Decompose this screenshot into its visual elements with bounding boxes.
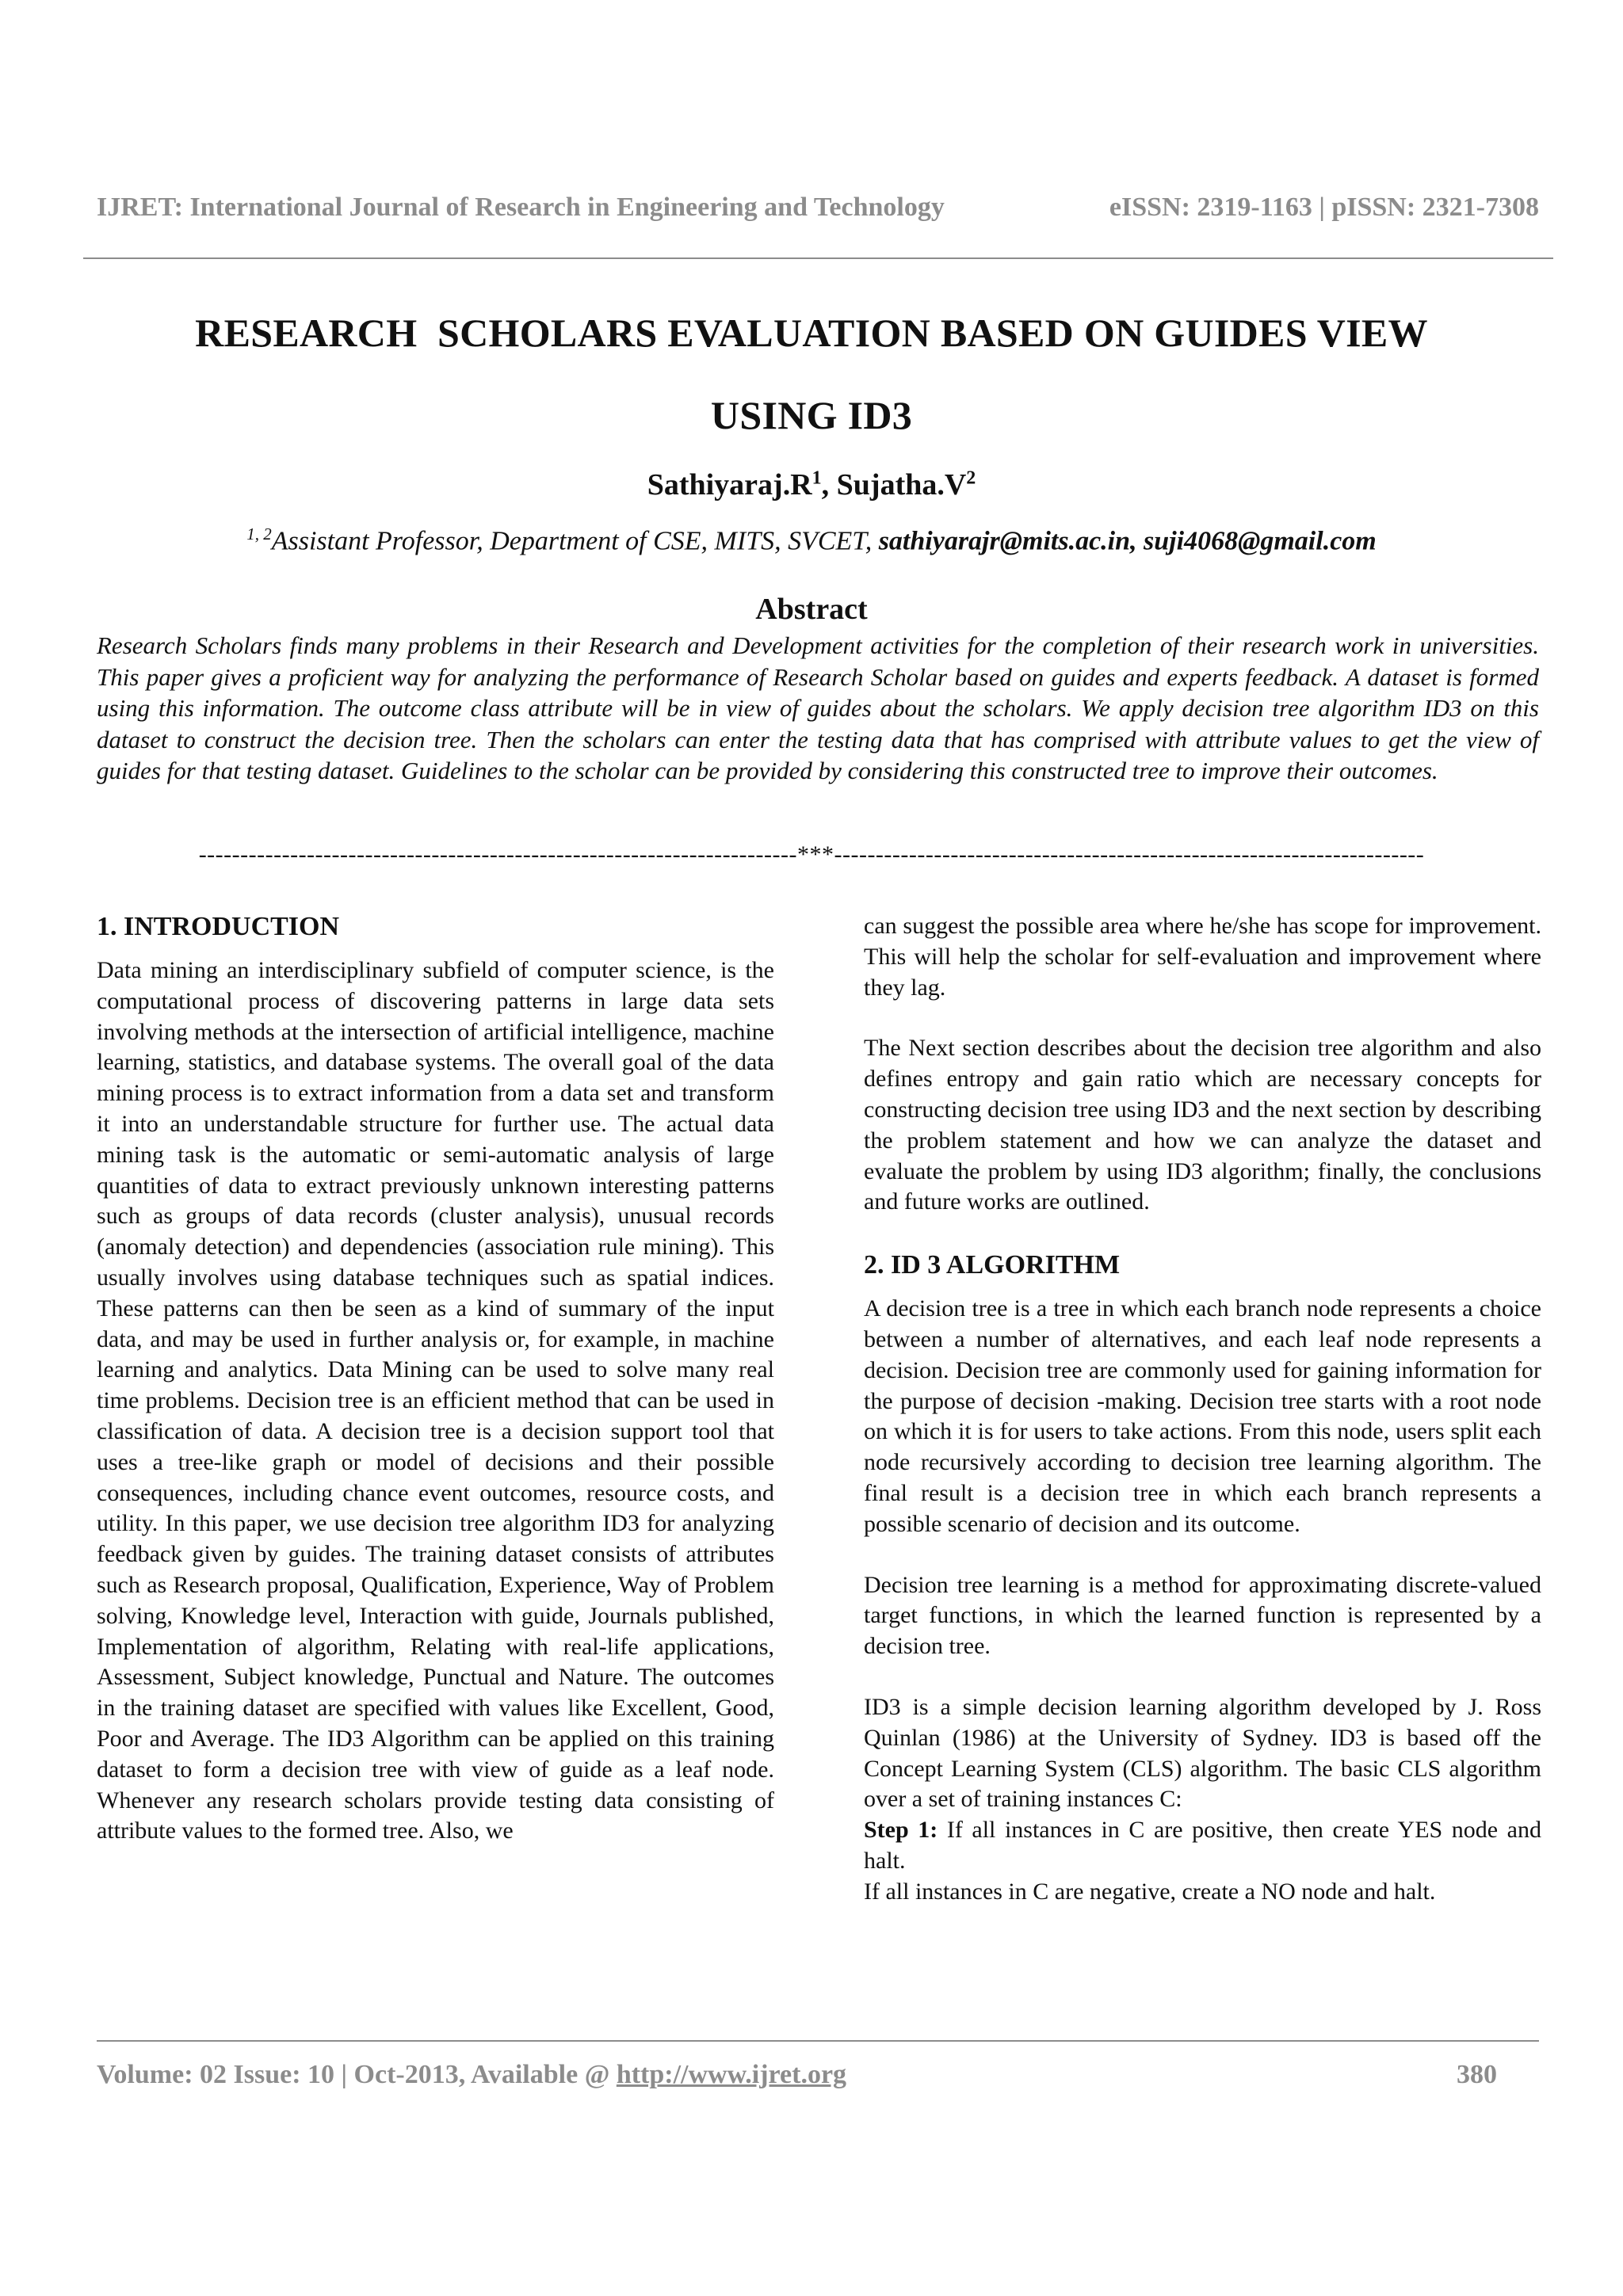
author-list (79, 467, 1544, 502)
author-1-affiliation-mark: 1 (812, 467, 822, 489)
affiliation-text: Assistant Professor, Department of CSE, MITS, SVCET, (271, 526, 879, 556)
right-column (864, 911, 1548, 1908)
footer-divider (97, 2040, 1539, 2042)
introduction-continued: can suggest the possible area where he/she has scope for improvement. This will help the scholar for self-evaluation and improvement where they lag. (864, 913, 1541, 1001)
introduction-outline: The Next section describes about the decision tree algorithm and also defines entropy and gain ratio which are necessary concepts for constructing decision tree using ID3 and the next section by describing the problem statement and how we can analyze the dataset and evaluate the problem by using ID3 algorithm; finally, the conclusions and future works are outlined. (864, 1035, 1541, 1215)
step-1-continued: If all instances in C are negative, create a NO node and halt. (864, 1878, 1436, 1905)
volume-info: Volume: 02 Issue: 10 | Oct-2013, Available @ (97, 2060, 617, 2089)
author-2-affiliation-mark: 2 (966, 467, 976, 489)
running-footer (97, 2060, 846, 2090)
author-2: Sujatha.V (836, 468, 967, 502)
step-1-text: If all instances in C are positive, then create YES node and halt. (864, 1817, 1548, 1874)
introduction-heading: 1. INTRODUCTION (97, 912, 340, 941)
id3-paragraph-3: ID3 is a simple decision learning algorithm developed by J. Ross Quinlan (1986) at the University of Sydney. ID3 is based off the Concept Learning System (CLS) algorithm. The basic CLS algorithm over a set of training instances C: (864, 1693, 1541, 1813)
id3-heading: 2. ID 3 ALGORITHM (864, 1250, 1121, 1280)
id3-paragraph-2: Decision tree learning is a method for approximating discrete-valued target functions, in which the learned function is represented by a decision tree. (864, 1571, 1541, 1660)
header-divider (83, 257, 1553, 259)
title-line-2: USING ID3 (710, 393, 913, 437)
author-1: Sathiyaraj.R (647, 468, 812, 502)
journal-name: IJRET: International Journal of Research in Engineering and Technology (97, 193, 945, 222)
paper-title (79, 292, 1544, 456)
left-column (97, 910, 774, 1847)
step-1-label: Step 1: (864, 1817, 938, 1844)
id3-paragraph-1: A decision tree is a tree in which each branch node represents a choice between a number of alternatives, and each leaf node represents a decision. Decision tree are commonly used for gaining information for the purpose of decision -making. Decision tree starts with a root node on which it is for users to take actions. From this node, users split each node recursively according to decision tree learning algorithm. The final result is a decision tree in which each branch represents a possible scenario of decision and its outcome. (864, 1295, 1541, 1537)
author-emails[interactable]: sathiyarajr@mits.ac.in, suji4068@gmail.com (878, 526, 1377, 556)
abstract-heading: Abstract (755, 593, 868, 626)
issn-info: eISSN: 2319-1163 | pISSN: 2321-7308 (1109, 193, 1539, 222)
author-affiliation (79, 524, 1544, 556)
section-separator: ------------------------------------------------------------------------***----------------------------------------------------------------------- (198, 841, 1425, 868)
step-1 (864, 1815, 1548, 1877)
journal-link[interactable]: http://www.ijret.org (616, 2060, 847, 2089)
author-separator: , (821, 468, 837, 502)
introduction-paragraph: Data mining an interdisciplinary subfield of computer science, is the computational process of discovering patterns in large data sets involving methods at the intersection of artificial intelligence, machine learning, statistics, and database systems. The overall goal of the data mining process is to extract information from a data set and transform it into an understandable structure for further use. The actual data mining task is the automatic or semi-automatic analysis of large quantities of data to extract previously unknown interesting patterns such as groups of data records (cluster analysis), unusual records (anomaly detection) and dependencies (association rule mining). This usually involves using database techniques such as spatial indices. These patterns can then be seen as a kind of summary of the input data, and may be used in further analysis or, for example, in machine learning and analytics. Data Mining can be used to solve many real time problems. Decision tree is an efficient method that can be used in classification of data. A decision tree is a decision support tool that uses a tree-like graph or model of decisions and their possible consequences, including chance event outcomes, resource costs, and utility. In this paper, we use decision tree algorithm ID3 for analyzing feedback given by guides. The training dataset consists of attributes such as Research proposal, Qualification, Experience, Way of Problem solving, Knowledge level, Interaction with guide, Journals published, Implementation of algorithm, Relating with real-life applications, Assessment, Subject knowledge, Punctual and Nature. The outcomes in the training dataset are specified with values like Excellent, Good, Poor and Average. The ID3 Algorithm can be applied on this training dataset to form a decision tree with view of guide as a leaf node. Whenever any research scholars provide testing data consisting of attribute values to the formed tree. Also, we (97, 957, 774, 1844)
abstract-body: Research Scholars finds many problems in their Research and Development activities for the completion of their research work in universities. This paper gives a proficient way for analyzing the performance of Research Scholar based on guides and experts feedback. A dataset is formed using this information. The outcome class attribute will be in view of guides about the scholars. We apply decision tree algorithm ID3 on this dataset to construct the decision tree. Then the scholars can enter the testing data that has comprised with attribute values to get the view of guides for that testing dataset. Guidelines to the scholar can be provided by considering this constructed tree to improve their outcomes. (97, 631, 1539, 784)
title-line-1: RESEARCH SCHOLARS EVALUATION BASED ON GUIDES VIEW (195, 311, 1428, 355)
page-number: 380 (1457, 2060, 1497, 2089)
affiliation-marks: 1, 2 (246, 524, 272, 543)
running-header (97, 193, 1539, 223)
